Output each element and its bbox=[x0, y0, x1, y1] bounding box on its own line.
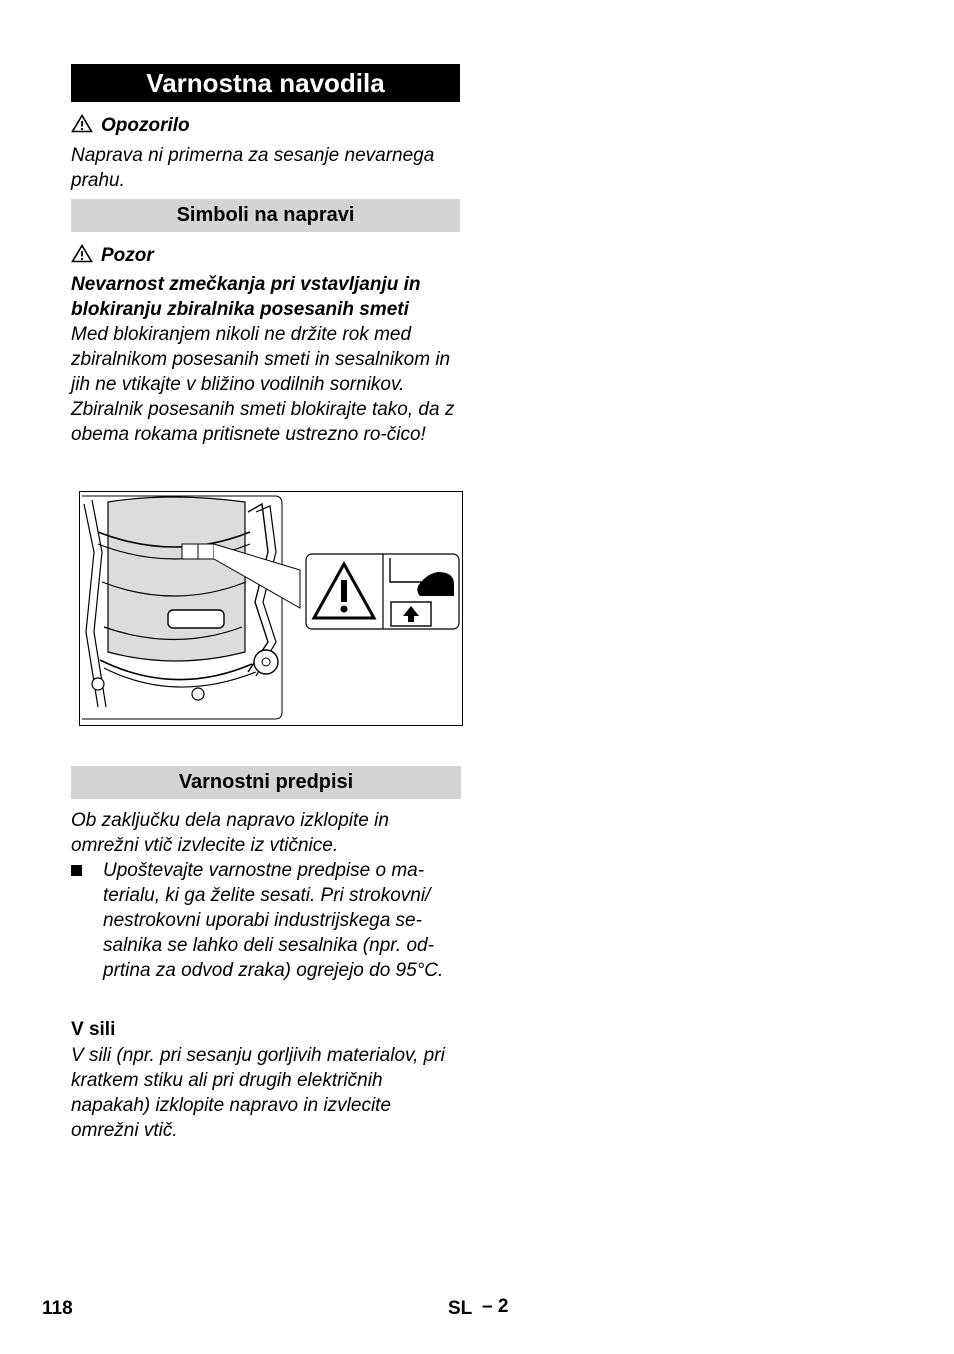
list-item bbox=[71, 858, 463, 983]
caution-text: Med blokiranjem nikoli ne držite rok med zbiralnikom posesanih smeti in sesalnikom in jih ne vtikajte v bližino vodilnih sornikov. Zbiralnik posesanih smeti blokirajte tako, da z obema rokama pritisnete ustrezno ro-čico! bbox=[71, 324, 455, 445]
warning-triangle-icon bbox=[71, 244, 93, 263]
caution-label-text: Pozor bbox=[101, 245, 154, 266]
emergency-text: V sili (npr. pri sesanju gorljivih materialov, pri kratkem stiku ali pri drugih električnih napakah) izklopite napravo in izvlecite omrežni vtič. bbox=[71, 1045, 445, 1141]
regulations-intro: Ob zaključku dela napravo izklopite in omrežni vtič izvlecite iz vtičnice. bbox=[71, 810, 389, 856]
caution-label bbox=[71, 243, 154, 268]
warning-triangle-icon bbox=[71, 114, 93, 133]
language-code: SL bbox=[448, 1298, 473, 1319]
bullet-square-icon bbox=[71, 865, 82, 876]
caution-bold-text: Nevarnost zmečkanja pri vstavljanju in blokiranju zbiralnika posesanih smeti bbox=[71, 274, 421, 320]
warning-label bbox=[71, 113, 190, 138]
section-heading-regulations: Varnostni predpisi bbox=[71, 766, 461, 799]
device-symbol-illustration bbox=[79, 491, 463, 726]
page-number: 118 bbox=[42, 1298, 73, 1319]
section-number: – 2 bbox=[482, 1296, 509, 1317]
warning-text: Naprava ni primerna za sesanje nevarnega prahu. bbox=[71, 145, 435, 191]
page-title: Varnostna navodila bbox=[71, 64, 460, 102]
list-item-text: Upoštevajte varnostne predpise o ma-terialu, ki ga želite sesati. Pri strokovni/ nestrokovni uporabi industrijskega se-salnika se lahko deli sesalnika (npr. od-prtina za odvod zraka) ogrejejo do 95°C. bbox=[103, 860, 444, 981]
emergency-heading: V sili bbox=[71, 1019, 116, 1040]
section-heading-symbols: Simboli na napravi bbox=[71, 199, 460, 232]
vacuum-cleaner-drawing bbox=[80, 492, 462, 725]
warning-label-text: Opozorilo bbox=[101, 115, 190, 136]
